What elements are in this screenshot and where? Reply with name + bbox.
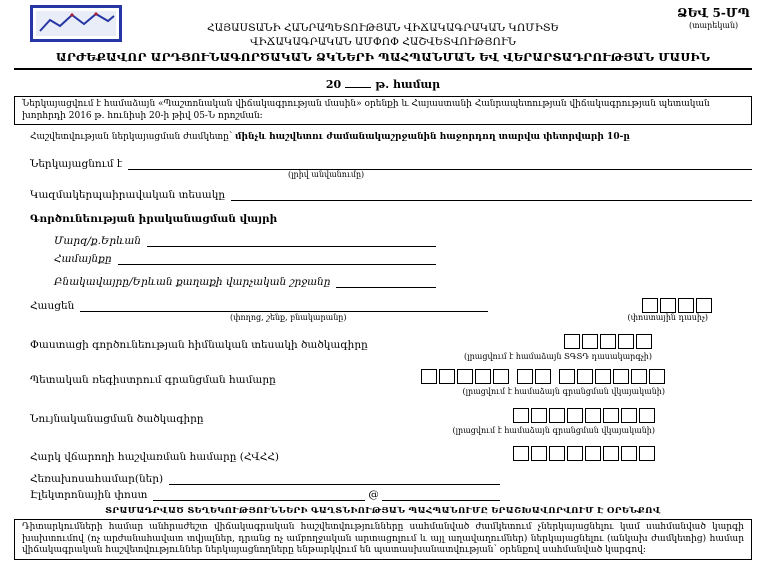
code-cell[interactable] (595, 369, 611, 384)
id-code-block (30, 407, 752, 435)
armstat-chart-logo-icon (30, 5, 122, 42)
committee-title: ՀԱՅԱՍՏԱՆԻ ՀԱՆՐԱՊԵՏՈՒԹՅԱՆ ՎԻՃԱԿԱԳՐԱԿԱՆ ԿՈՄԻՏԵ (207, 22, 559, 34)
code-cell[interactable] (439, 369, 455, 384)
address-block (30, 299, 752, 322)
activity-code-label: Փաստացի գործունեության հիմնական տեսակի ծածկագիրը (30, 339, 368, 352)
activity-location-header: Գործունեության իրականացման վայրի (30, 213, 278, 226)
settlement-input-line[interactable] (336, 275, 436, 288)
settlement-label: Բնակավայրը/Երևան քաղաքի վարչական շրջանը (54, 276, 331, 289)
deadline-date: մինչև հաշվետու ժամանակաշրջանին հաջորդող տարվա փետրվարի 10-ը (235, 132, 630, 143)
activity-code-cells (564, 334, 652, 349)
form-code: ՁԵՎ 5-ՄՊ (677, 6, 750, 20)
tin-block (30, 445, 752, 463)
code-cell[interactable] (618, 334, 634, 349)
code-cell-group (513, 446, 655, 461)
code-cell[interactable] (639, 408, 655, 423)
year-prefix: 20 (325, 78, 342, 91)
form-code-block (677, 6, 750, 31)
phone-block (30, 472, 500, 485)
code-cell[interactable] (639, 446, 655, 461)
email-label: Էլեկտրոնային փոստ (30, 489, 148, 502)
code-cell[interactable] (621, 446, 637, 461)
register-caption: (լրացվում է համաձայն գրանցման վկայականի) (462, 387, 665, 397)
register-number-cells (421, 369, 665, 384)
code-cell[interactable] (577, 369, 593, 384)
id-code-label: Նույնականացման ծածկագիրը (30, 413, 204, 426)
code-cell[interactable] (678, 298, 694, 313)
code-cell[interactable] (585, 408, 601, 423)
email-at-sign: @ (368, 489, 379, 502)
submitter-input-line[interactable] (128, 157, 752, 170)
report-type-title: ՎԻՃԱԿԱԳՐԱԿԱՆ ԱՄՓՈՓ ՀԱՇՎԵՏՎՈՒԹՅՈՒՆ (250, 36, 516, 48)
header-divider (14, 68, 752, 70)
address-input-line[interactable] (80, 299, 488, 312)
region-block (54, 234, 436, 247)
code-cell[interactable] (649, 369, 665, 384)
address-label: Հասցեն (30, 300, 75, 313)
form-subject-title: ԱՐԺԵՔԱՎՈՐ ԱՐԴՅՈՒՆԱԳՈՐԾԱԿԱՆ ՁԿՆԵՐԻ ՊԱՀՊԱՆՄԱՆ ԵՎ ՎԵՐԱՐՏԱԴՐՈՒԹՅԱՆ ՄԱՍԻՆ (55, 50, 711, 64)
form-period: (տարեկան) (689, 21, 739, 30)
code-cell[interactable] (621, 408, 637, 423)
phone-label: Հեռախոսահամար(ներ) (30, 473, 164, 486)
code-cell[interactable] (531, 408, 547, 423)
community-label: Համայնքը (54, 253, 112, 266)
postal-caption: (փոստային դասիչ) (627, 313, 708, 323)
year-suffix: թ. համար (375, 78, 441, 91)
deadline-line (14, 132, 752, 142)
title-block (14, 4, 752, 64)
code-cell[interactable] (631, 369, 647, 384)
code-cell[interactable] (696, 298, 712, 313)
code-cell[interactable] (582, 334, 598, 349)
register-number-block (30, 368, 752, 396)
code-cell[interactable] (531, 446, 547, 461)
code-cell-group (517, 369, 551, 384)
year-line (14, 77, 752, 91)
code-cell[interactable] (421, 369, 437, 384)
address-caption: (փողոց, շենք, բնակարանը) (230, 313, 347, 323)
code-cell[interactable] (567, 408, 583, 423)
code-cell-group (642, 298, 712, 313)
code-cell[interactable] (600, 334, 616, 349)
settlement-block (54, 275, 436, 288)
org-type-label: Կազմակերպաիրավական տեսակը (30, 189, 226, 202)
code-cell[interactable] (564, 334, 580, 349)
penalty-notice-box: Դիտարկումների համար անհրաժեշտ վիճակագրական հաշվետվությունները սահմանված ժամկետում չներկայացնելու կամ սահմանված կարգի խախտումով (ոչ արժանահավատ տվյալներ, դրանց ոչ ամբողջական արտացոլում և այլ աղավաղումներ) ներկայացնելու (անկախ ժամկետից) համար վիճակագրական հաշվետվություններ ներկայացնողները ենթարկվում են պատասխանատվության՝ օրենքով սահմանված կարգով: (14, 519, 752, 560)
phone-input-line[interactable] (169, 472, 500, 485)
code-cell[interactable] (567, 446, 583, 461)
code-cell-group (564, 334, 652, 349)
code-cell[interactable] (493, 369, 509, 384)
tin-cells (513, 446, 655, 461)
register-number-label: Պետական ռեգիստրում գրանցման համարը (30, 374, 276, 387)
email-domain-input-line[interactable] (382, 488, 500, 501)
code-cell[interactable] (513, 446, 529, 461)
code-cell[interactable] (535, 369, 551, 384)
code-cell[interactable] (613, 369, 629, 384)
org-type-block (30, 188, 752, 201)
code-cell[interactable] (660, 298, 676, 313)
confidentiality-notice: ՏՐԱՄԱԴՐՎԱԾ ՏԵՂԵԿՈՒԹՅՈՒՆՆԵՐԻ ԳԱՂՏՆԻՈՒԹՅԱՆ ՊԱՀՊԱՆՈՒՄԸ ԵՐԱՇԽԱՎՈՐՎՈՒՄ Է ՕՐԵՆՔՈՎ (105, 506, 661, 517)
submitter-block (30, 157, 752, 179)
code-cell-group (513, 408, 655, 423)
code-cell[interactable] (513, 408, 529, 423)
form-fields (14, 157, 752, 501)
code-cell-group (559, 369, 665, 384)
id-code-cells (513, 408, 655, 423)
code-cell-group (421, 369, 509, 384)
code-cell[interactable] (549, 408, 565, 423)
code-cell[interactable] (585, 446, 601, 461)
year-blank-field[interactable] (345, 77, 371, 88)
id-code-caption: (լրացվում է համաձայն գրանցման վկայականի) (452, 426, 655, 436)
org-type-input-line[interactable] (231, 188, 752, 201)
activity-code-block (30, 333, 752, 361)
code-cell[interactable] (457, 369, 473, 384)
submitter-caption: (լրիվ անվանումը) (288, 170, 365, 180)
region-input-line[interactable] (147, 234, 436, 247)
postal-code-cells (642, 298, 712, 313)
community-block (54, 252, 436, 265)
email-local-input-line[interactable] (153, 488, 365, 501)
form-header (14, 4, 752, 68)
community-input-line[interactable] (118, 252, 436, 265)
legal-basis-box: Ներկայացվում է համաձայն «Պաշտոնական վիճակագրության մասին» օրենքի և Հայաստանի Հանրապետության վիճակագրության պետական խորհրդի 2016 թ. հունիսի 20-ի թիվ 05-Ն որոշման: (14, 96, 752, 125)
activity-code-caption: (լրացվում է համաձայն ՏԳՏԴ դասակարգչի) (464, 352, 652, 362)
tin-label: Հարկ վճարողի հաշվառման համարը (ՀՎՀՀ) (30, 451, 279, 464)
code-cell[interactable] (603, 408, 619, 423)
code-cell[interactable] (475, 369, 491, 384)
deadline-label: Հաշվետվության ներկայացման ժամկետը՝ (30, 132, 233, 143)
code-cell[interactable] (642, 298, 658, 313)
code-cell[interactable] (636, 334, 652, 349)
code-cell[interactable] (517, 369, 533, 384)
email-block (30, 488, 500, 501)
code-cell[interactable] (559, 369, 575, 384)
code-cell[interactable] (549, 446, 565, 461)
code-cell[interactable] (603, 446, 619, 461)
region-label: Մարզ/ք.Երևան (54, 235, 142, 248)
submitter-label: Ներկայացնում է (30, 158, 123, 171)
